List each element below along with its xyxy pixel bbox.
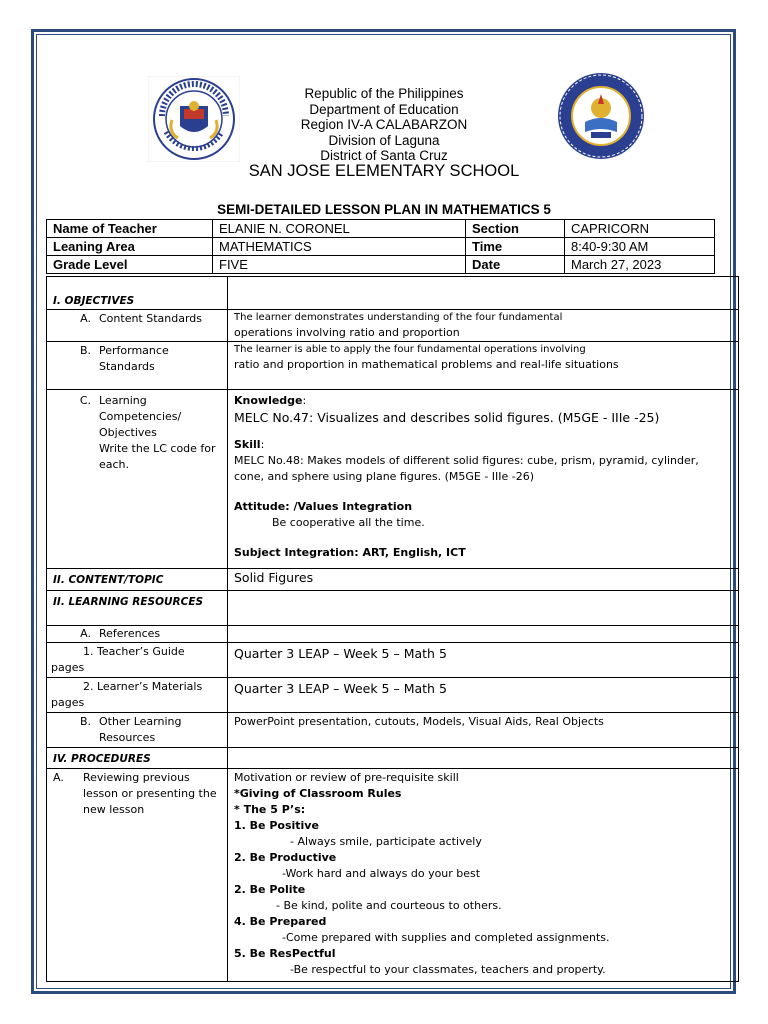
knowledge-label: Knowledge bbox=[234, 394, 303, 407]
rule-3-title: 2. Be Polite bbox=[234, 883, 306, 896]
learners-materials-value: Quarter 3 LEAP – Week 5 – Math 5 bbox=[228, 678, 739, 713]
rule-3-desc: - Be kind, polite and courteous to others. bbox=[276, 899, 502, 912]
content-standards-label: Content Standards bbox=[99, 312, 203, 325]
header-republic: Republic of the Philippines bbox=[304, 86, 464, 101]
school-name: SAN JOSE ELEMENTARY SCHOOL bbox=[248, 162, 520, 180]
content-topic-value: Solid Figures bbox=[228, 569, 739, 591]
content-standards-text-2: operations involving ratio and proportion bbox=[234, 326, 460, 339]
content-standards-marker: A. bbox=[80, 312, 91, 325]
performance-standards-text-2: ratio and proportion in mathematical problems and real-life situations bbox=[234, 358, 619, 371]
attitude-text: Be cooperative all the time. bbox=[272, 516, 425, 529]
info-row-grade bbox=[47, 256, 715, 274]
attitude-label: Attitude: /Values Integration bbox=[234, 500, 413, 513]
performance-standards-row bbox=[47, 342, 739, 390]
date-label: Date bbox=[466, 256, 565, 274]
section-value: CAPRICORN bbox=[565, 220, 715, 238]
area-value: MATHEMATICS bbox=[213, 238, 466, 256]
learning-resources-heading-row bbox=[47, 591, 739, 626]
content-topic-heading: II. CONTENT/TOPIC bbox=[47, 569, 228, 591]
skill-colon: : bbox=[260, 438, 265, 451]
rule-4-title: 4. Be Prepared bbox=[234, 915, 327, 928]
content-topic-row bbox=[47, 569, 739, 591]
teachers-guide-label: 1. Teacher’s Guide pages bbox=[47, 643, 228, 678]
performance-standards-label: Performance Standards bbox=[99, 344, 169, 373]
learning-resources-heading: II. LEARNING RESOURCES bbox=[47, 591, 228, 626]
other-resources-marker: B. bbox=[79, 715, 91, 728]
teachers-guide-value: Quarter 3 LEAP – Week 5 – Math 5 bbox=[228, 643, 739, 678]
rule-4-desc: -Come prepared with supplies and completed assignments. bbox=[282, 931, 610, 944]
performance-standards-text-1: The learner is able to apply the four fundamental operations involving bbox=[234, 344, 586, 355]
date-value: March 27, 2023 bbox=[565, 256, 715, 274]
content-standards-text-1: The learner demonstrates understanding of the four fundamental bbox=[234, 312, 563, 323]
classroom-rules-title: *Giving of Classroom Rules bbox=[234, 787, 402, 800]
references-label: References bbox=[99, 627, 161, 640]
objectives-heading-row bbox=[47, 277, 739, 310]
rule-1-title: 1. Be Positive bbox=[234, 819, 319, 832]
teachers-guide-row bbox=[47, 643, 739, 678]
competencies-instruction: Write the LC code for each. bbox=[99, 442, 216, 471]
competencies-label: Learning Competencies/ Objectives bbox=[99, 394, 182, 439]
school-seal-logo bbox=[555, 72, 647, 160]
other-resources-row bbox=[47, 713, 739, 748]
procedures-heading-row bbox=[47, 748, 739, 769]
skill-label: Skill bbox=[234, 438, 261, 451]
header-district: District of Santa Cruz bbox=[320, 148, 448, 164]
area-label: Leaning Area bbox=[47, 238, 213, 256]
learners-materials-label: 2. Learner’s Materials pages bbox=[47, 678, 228, 713]
five-ps-title: * The 5 P’s: bbox=[234, 803, 306, 816]
info-row-teacher bbox=[47, 220, 715, 238]
learning-competencies-row bbox=[47, 390, 739, 569]
lesson-info-table bbox=[46, 219, 715, 274]
other-resources-label: Other Learning Resources bbox=[99, 715, 182, 744]
references-row bbox=[47, 626, 739, 643]
procedures-heading: IV. PROCEDURES bbox=[47, 748, 228, 769]
reviewing-lesson-marker: A. bbox=[53, 771, 64, 784]
grade-value: FIVE bbox=[213, 256, 466, 274]
reviewing-lesson-row bbox=[47, 769, 739, 982]
teacher-label: Name of Teacher bbox=[47, 220, 213, 238]
rule-5-title: 5. Be ResPectful bbox=[234, 947, 336, 960]
knowledge-text: MELC No.47: Visualizes and describes solid figures. (M5GE - IIIe -25) bbox=[234, 410, 660, 425]
section-label: Section bbox=[466, 220, 565, 238]
references-marker: A. bbox=[80, 627, 91, 640]
time-label: Time bbox=[466, 238, 565, 256]
knowledge-colon: : bbox=[302, 394, 307, 407]
lesson-plan-title: SEMI-DETAILED LESSON PLAN IN MATHEMATICS 5 bbox=[217, 202, 551, 217]
learners-materials-row bbox=[47, 678, 739, 713]
rule-5-desc: -Be respectful to your classmates, teachers and property. bbox=[290, 963, 606, 976]
other-resources-value: PowerPoint presentation, cutouts, Models, Visual Aids, Real Objects bbox=[228, 713, 739, 748]
time-value: 8:40-9:30 AM bbox=[565, 238, 715, 256]
content-standards-row bbox=[47, 310, 739, 342]
info-row-area bbox=[47, 238, 715, 256]
objectives-heading: I. OBJECTIVES bbox=[47, 277, 228, 310]
rule-1-desc: - Always smile, participate actively bbox=[290, 835, 482, 848]
teacher-value: ELANIE N. CORONEL bbox=[213, 220, 466, 238]
rule-2-title: 2. Be Productive bbox=[234, 851, 337, 864]
performance-standards-marker: B. bbox=[79, 344, 91, 357]
grade-label: Grade Level bbox=[47, 256, 213, 274]
header-region: Region IV-A CALABARZON bbox=[300, 117, 468, 133]
skill-text: MELC No.48: Makes models of different solid figures: cube, prism, pyramid, cylinder, cone, and sphere using plane figures. (M5GE - IIIe -26) bbox=[234, 454, 699, 483]
subject-integration: Subject Integration: ART, English, ICT bbox=[234, 546, 466, 559]
header-department: Department of Education bbox=[309, 101, 459, 117]
competencies-marker: C. bbox=[79, 394, 91, 407]
reviewing-lesson-label: Reviewing previous lesson or presenting the new lesson bbox=[83, 771, 217, 816]
header-division: Division of Laguna bbox=[328, 132, 440, 148]
motivation-text: Motivation or review of pre-requisite skill bbox=[234, 771, 459, 784]
rule-2-desc: -Work hard and always do your best bbox=[282, 867, 481, 880]
lesson-plan-table bbox=[46, 276, 739, 982]
